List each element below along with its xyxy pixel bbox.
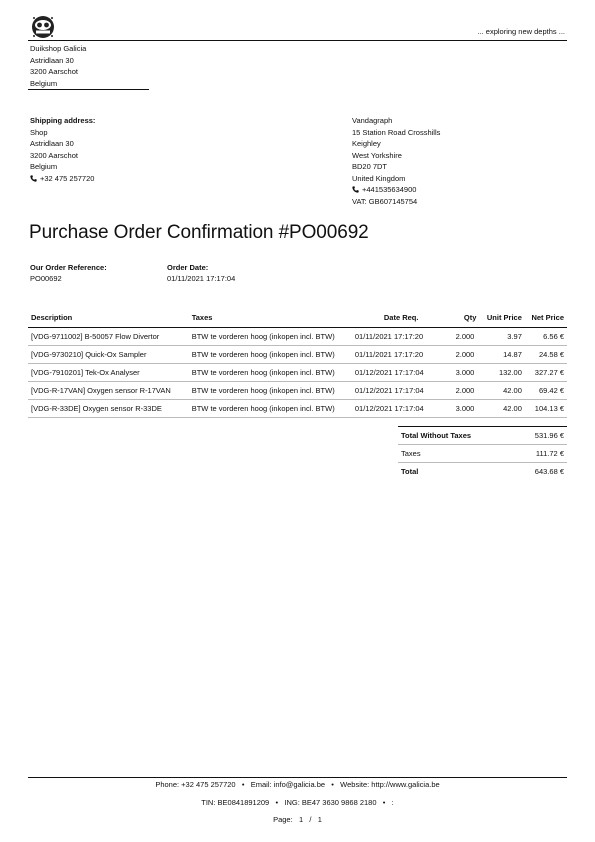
line-unit-price: 132.00 <box>479 364 525 382</box>
page-current: 1 <box>298 815 304 824</box>
totals-row-total <box>398 463 567 481</box>
vendor-phone-row <box>352 184 440 196</box>
page-total: 1 <box>317 815 322 824</box>
line-taxes: BTW te vorderen hoog (inkopen incl. BTW) <box>189 400 352 418</box>
company-logo <box>30 14 56 40</box>
line-description: [VDG-7910201] Tek-Ox Analyser <box>28 364 189 382</box>
column-header-qty: Qty <box>453 310 480 328</box>
company-address-divider <box>28 89 149 90</box>
line-description: [VDG-R-17VAN] Oxygen sensor R-17VAN <box>28 382 189 400</box>
line-qty: 2.000 <box>453 328 480 346</box>
page-label: Page: <box>273 815 293 824</box>
table-row <box>28 328 567 346</box>
totals-row-untaxed <box>398 427 567 445</box>
vendor-street: 15 Station Road Crosshills <box>352 127 441 137</box>
page-separator: / <box>309 815 312 824</box>
line-date-req: 01/12/2021 17:17:04 <box>352 364 453 382</box>
line-unit-price: 42.00 <box>479 382 525 400</box>
header-divider <box>28 40 567 41</box>
column-header-taxes: Taxes <box>189 310 352 328</box>
taxes-label: Taxes <box>398 445 514 463</box>
company-country: Belgium <box>30 78 58 88</box>
table-header-row <box>28 310 567 328</box>
vendor-country: United Kingdom <box>352 173 406 183</box>
table-row <box>28 364 567 382</box>
table-row <box>28 382 567 400</box>
line-description: [VDG-R-33DE] Oxygen sensor R-33DE <box>28 400 189 418</box>
line-qty: 3.000 <box>453 400 480 418</box>
company-address <box>30 43 86 89</box>
line-taxes: BTW te vorderen hoog (inkopen incl. BTW) <box>189 346 352 364</box>
line-description: [VDG-9730210] Quick-Ox Sampler <box>28 346 189 364</box>
vendor-vat: VAT: GB607145754 <box>352 196 418 206</box>
phone-icon <box>30 175 37 182</box>
footer-contact-line: Phone: +32 475 257720 • Email: info@galicia.be • Website: http://www.galicia.be <box>155 780 440 789</box>
line-net-price: 6.56 € <box>525 328 567 346</box>
total-value: 643.68 € <box>514 463 567 481</box>
line-net-price: 24.58 € <box>525 346 567 364</box>
line-date-req: 01/11/2021 17:17:20 <box>352 328 453 346</box>
totals-row-taxes <box>398 445 567 463</box>
order-lines-table <box>28 310 567 418</box>
line-unit-price: 42.00 <box>479 400 525 418</box>
column-header-description: Description <box>28 310 189 328</box>
line-qty: 2.000 <box>453 346 480 364</box>
footer-page-number <box>0 815 595 824</box>
shipping-country: Belgium <box>30 162 58 171</box>
line-description: [VDG-9711002] B-50057 Flow Divertor <box>28 328 189 346</box>
line-qty: 3.000 <box>453 364 480 382</box>
company-street: Astridlaan 30 <box>30 55 74 65</box>
vendor-address <box>352 115 440 207</box>
order-reference-label: Our Order Reference: <box>30 263 107 272</box>
shipping-street: Astridlaan 30 <box>30 139 74 148</box>
company-name: Duikshop Galicia <box>30 44 87 53</box>
line-taxes: BTW te vorderen hoog (inkopen incl. BTW) <box>189 364 352 382</box>
totals-table <box>398 426 567 480</box>
line-taxes: BTW te vorderen hoog (inkopen incl. BTW) <box>189 328 352 346</box>
line-taxes: BTW te vorderen hoog (inkopen incl. BTW) <box>189 382 352 400</box>
shipping-address <box>30 115 95 184</box>
shipping-city: 3200 Aarschot <box>30 150 78 160</box>
line-qty: 2.000 <box>453 382 480 400</box>
vendor-city: Keighley <box>352 139 381 148</box>
line-unit-price: 3.97 <box>479 328 525 346</box>
total-without-taxes-label: Total Without Taxes <box>398 427 514 445</box>
footer-bank-line: TIN: BE0841891209 • ING: BE47 3630 9868 2180 • : <box>201 798 394 807</box>
total-without-taxes-value: 531.96 € <box>514 427 567 445</box>
line-date-req: 01/11/2021 17:17:20 <box>352 346 453 364</box>
line-net-price: 104.13 € <box>525 400 567 418</box>
vendor-zip: BD20 7DT <box>352 162 388 171</box>
line-unit-price: 14.87 <box>479 346 525 364</box>
shipping-name: Shop <box>30 127 48 137</box>
vendor-phone: +441535634900 <box>362 185 417 194</box>
line-date-req: 01/12/2021 17:17:04 <box>352 400 453 418</box>
shipping-phone-row <box>30 173 95 185</box>
line-net-price: 69.42 € <box>525 382 567 400</box>
company-city: 3200 Aarschot <box>30 67 78 76</box>
table-row <box>28 346 567 364</box>
line-date-req: 01/12/2021 17:17:04 <box>352 382 453 400</box>
vendor-region: West Yorkshire <box>352 150 402 160</box>
order-reference <box>30 263 107 283</box>
phone-icon <box>352 186 359 193</box>
document-title: Purchase Order Confirmation #PO00692 <box>29 222 369 243</box>
order-date-label: Order Date: <box>167 263 209 272</box>
table-row <box>28 400 567 418</box>
column-header-unit-price: Unit Price <box>479 310 525 328</box>
taxes-value: 111.72 € <box>514 445 567 463</box>
shipping-label: Shipping address: <box>30 116 96 125</box>
order-reference-value: PO00692 <box>30 274 62 283</box>
footer-divider <box>28 777 567 778</box>
column-header-net-price: Net Price <box>525 310 567 328</box>
line-net-price: 327.27 € <box>525 364 567 382</box>
column-header-date-req: Date Req. <box>352 310 453 328</box>
total-label: Total <box>398 463 514 481</box>
vendor-name: Vandagraph <box>352 116 393 125</box>
order-date <box>167 263 235 283</box>
shipping-phone: +32 475 257720 <box>40 173 95 183</box>
company-tagline: ... exploring new depths ... <box>477 27 565 36</box>
order-date-value: 01/11/2021 17:17:04 <box>167 274 236 283</box>
